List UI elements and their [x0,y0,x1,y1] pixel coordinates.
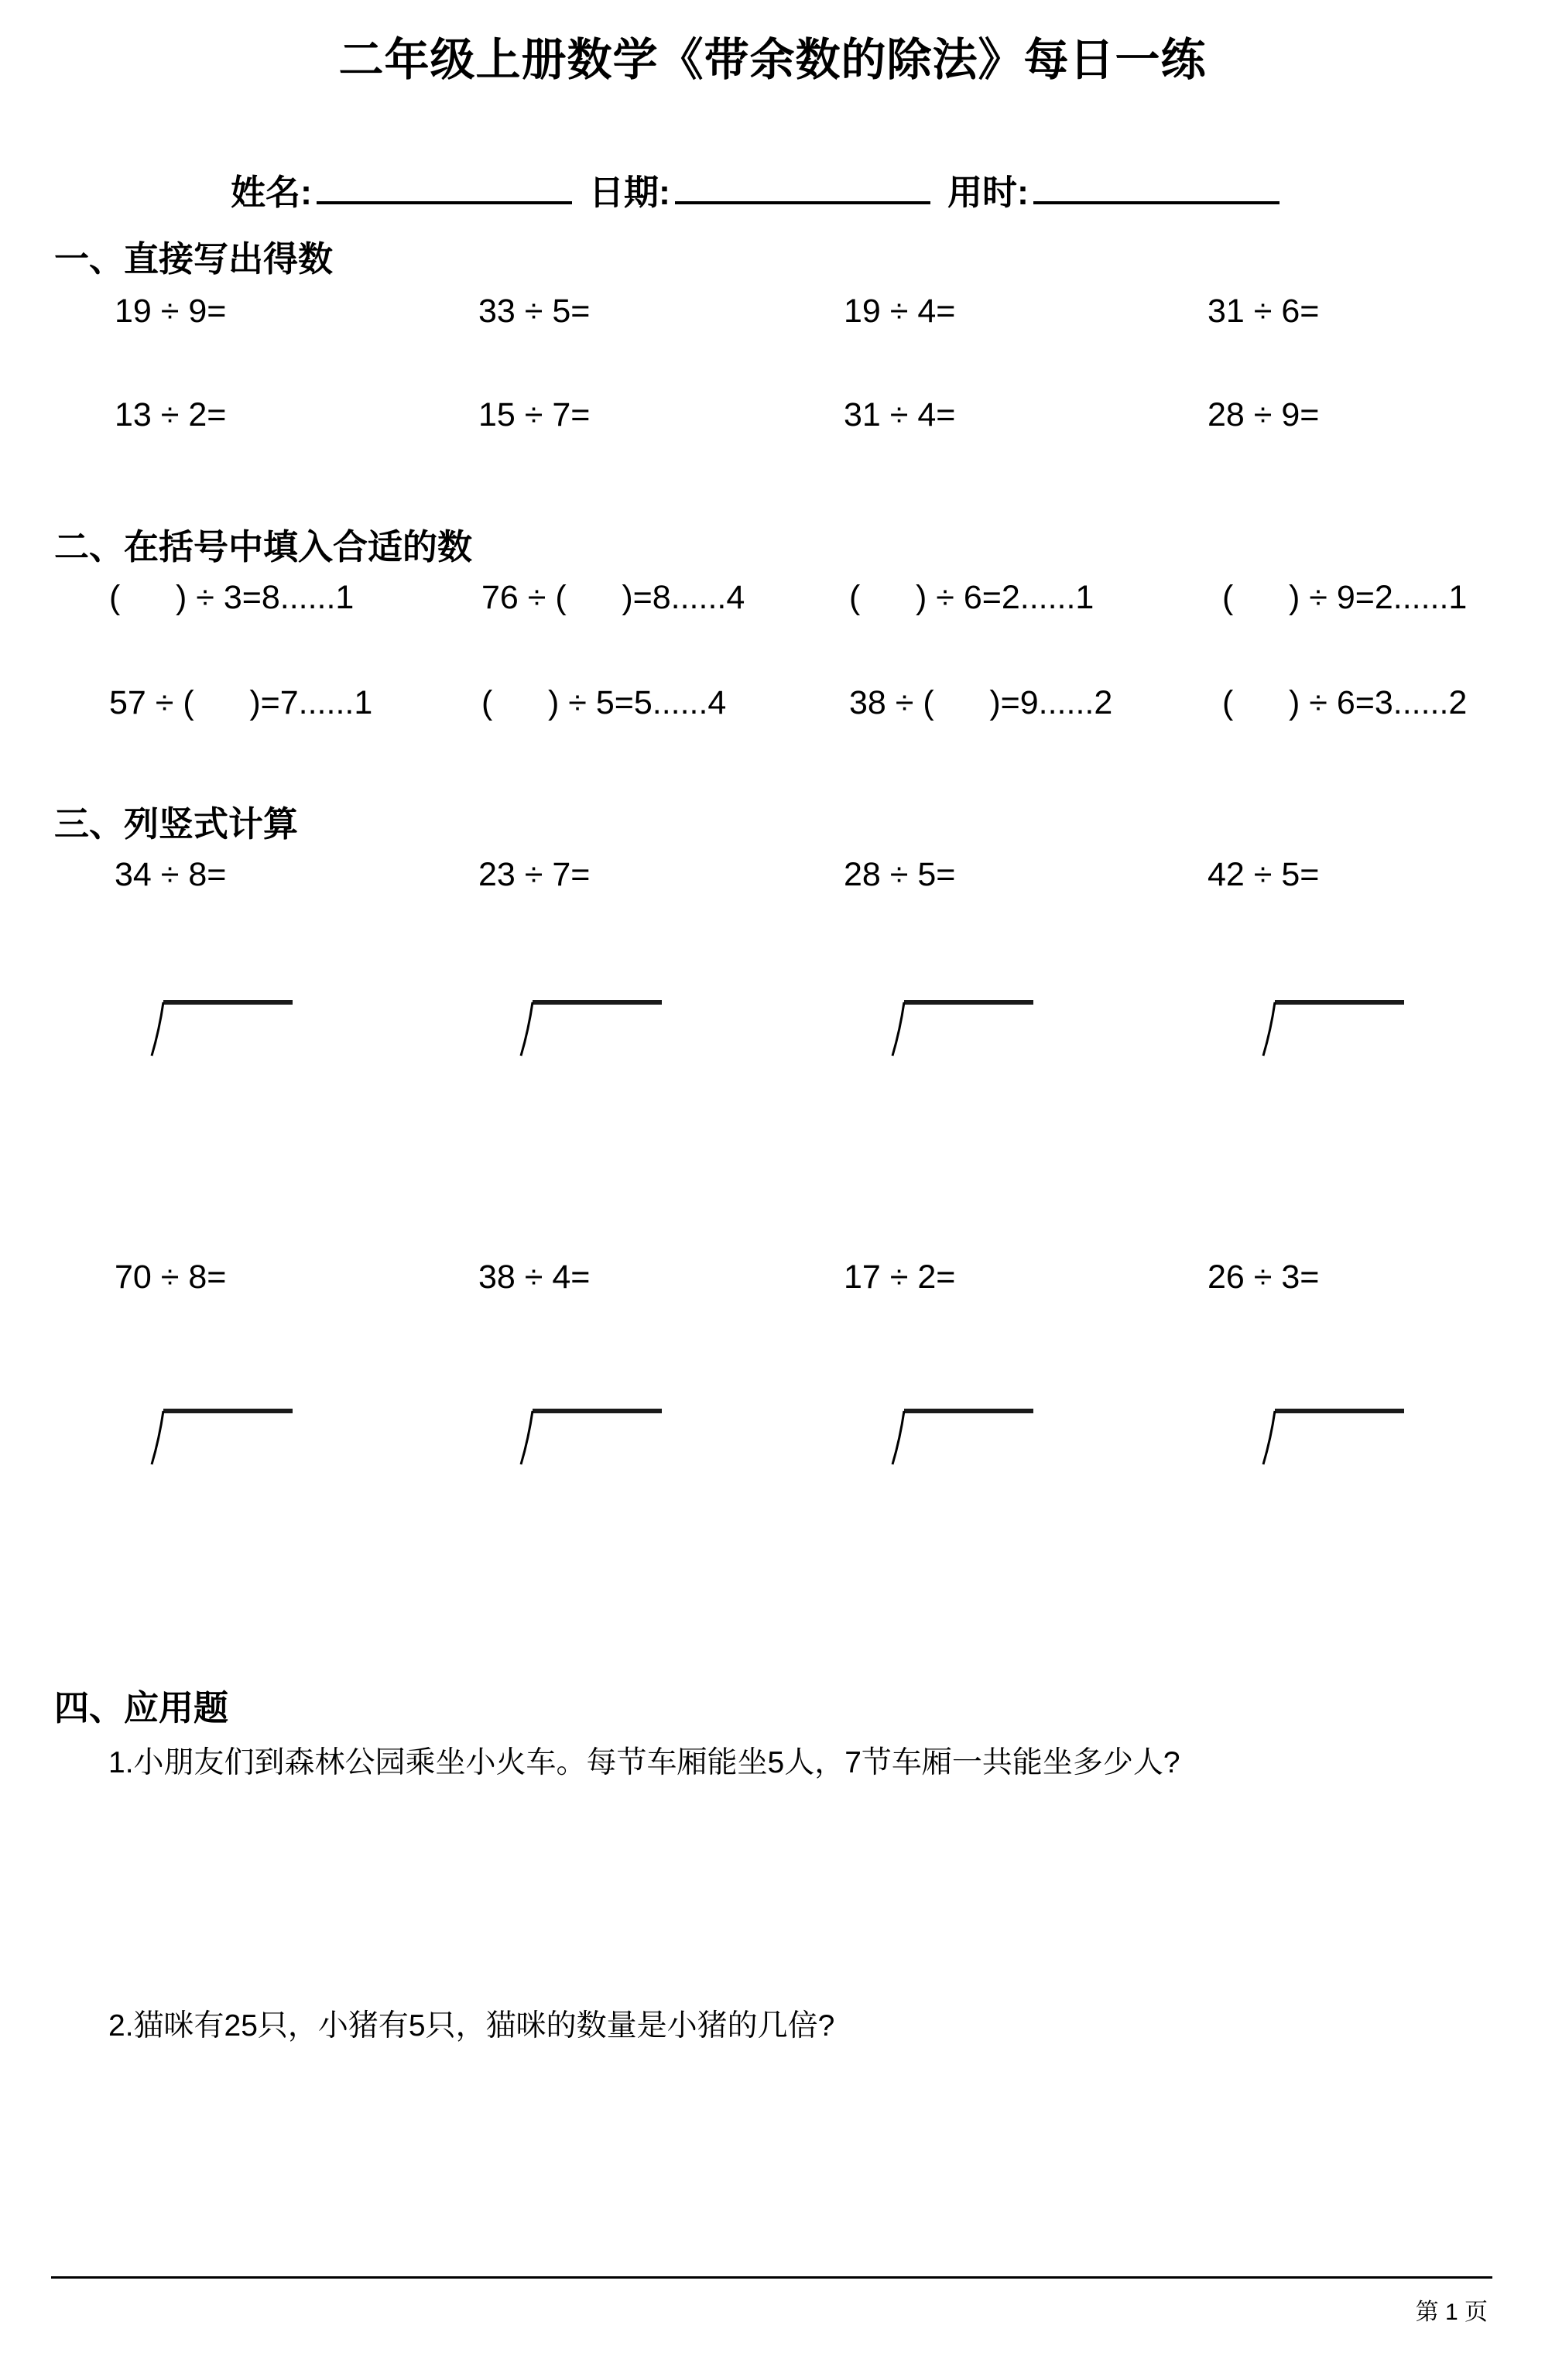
long-division-bracket [1261,998,1404,1060]
section2-row-1 [0,579,1545,633]
long-division-bracket [519,998,662,1060]
section3-row-1 [0,856,1545,910]
equation: 70 ÷ 8= [115,1258,227,1296]
equation: 42 ÷ 5= [1208,856,1320,893]
equation: 34 ÷ 8= [115,856,227,893]
equation: ( ) ÷ 6=3......2 [1222,684,1468,721]
equation: 31 ÷ 6= [1208,293,1320,330]
long-division-row-1 [0,998,1545,1068]
footer-divider [51,2276,1492,2279]
date-blank[interactable] [675,201,930,204]
section1-row-2 [0,396,1545,450]
equation: 19 ÷ 9= [115,293,227,330]
equation: 17 ÷ 2= [844,1258,956,1296]
equation: 38 ÷ ( )=9......2 [849,684,1113,721]
equation: 23 ÷ 7= [478,856,591,893]
equation: 28 ÷ 9= [1208,396,1320,433]
name-blank[interactable] [317,201,572,204]
equation: ( ) ÷ 5=5......4 [481,684,727,721]
equation: ( ) ÷ 3=8......1 [109,579,355,616]
equation: 57 ÷ ( )=7......1 [109,684,373,721]
time-label: 用时: [947,173,1029,212]
student-info-line [231,164,1284,214]
long-division-bracket [1261,1407,1404,1469]
long-division-bracket [149,1407,293,1469]
section2-row-2 [0,684,1545,738]
long-division-row-2 [0,1407,1545,1477]
long-division-bracket [519,1407,662,1469]
word-problem-2: 2.猫咪有25只，小猪有5只，猫咪的数量是小猪的几倍? [108,2009,835,2043]
equation: 28 ÷ 5= [844,856,956,893]
equation: 76 ÷ ( )=8......4 [481,579,745,616]
long-division-bracket [890,998,1033,1060]
section1-heading: 一、直接写出得数 [54,239,334,279]
time-blank[interactable] [1033,201,1280,204]
section3-row-2 [0,1258,1545,1313]
page-number: 第 1 页 [1415,2300,1488,2325]
name-label: 姓名: [231,173,312,212]
equation: ( ) ÷ 9=2......1 [1222,579,1468,616]
page-title: 二年级上册数学《带余数的除法》每日一练 [338,35,1207,85]
equation: 26 ÷ 3= [1208,1258,1320,1296]
equation: 31 ÷ 4= [844,396,956,433]
section2-heading: 二、在括号中填入合适的数 [54,527,473,567]
word-problem-1: 1.小朋友们到森林公园乘坐小火车。每节车厢能坐5人，7节车厢一共能坐多少人? [108,1746,1180,1779]
long-division-bracket [890,1407,1033,1469]
section4-heading: 四、应用题 [54,1688,229,1728]
equation: ( ) ÷ 6=2......1 [849,579,1095,616]
equation: 13 ÷ 2= [115,396,227,433]
section3-heading: 三、列竖式计算 [54,804,299,844]
date-label: 日期: [589,173,670,212]
equation: 33 ÷ 5= [478,293,591,330]
section1-row-1 [0,293,1545,347]
equation: 38 ÷ 4= [478,1258,591,1296]
long-division-bracket [149,998,293,1060]
equation: 15 ÷ 7= [478,396,591,433]
equation: 19 ÷ 4= [844,293,956,330]
